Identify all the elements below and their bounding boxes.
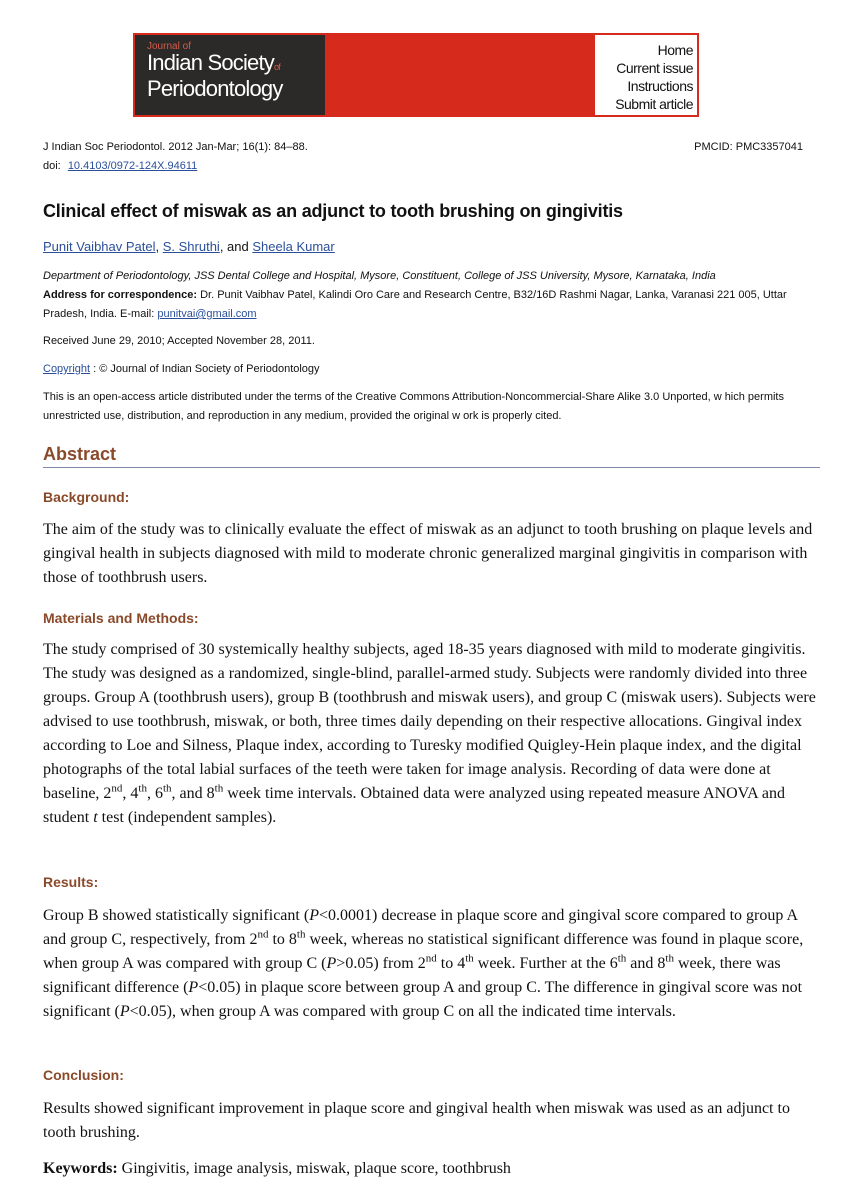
copyright-link[interactable]: Copyright (43, 363, 91, 375)
citation: J Indian Soc Periodontol. 2012 Jan-Mar; 16(1): 84–88. (43, 141, 308, 153)
author-separator: , and (219, 239, 253, 254)
logo-line2: Periodontology (147, 76, 283, 101)
methods-text: The study comprised of 30 systemically healthy subjects, aged 18-35 years diagnosed with mild to moderate gingivitis. The study was designed as a randomized, single-blind, parallel-armed study. Subjects were randomly divided into three groups. Group A (toothbrush users), group B (toothbrush and miswak users), and group C (miswak users). Subjects were advised to use toothbrush, miswak, or both, three times daily depending on their respective allocations. Gingival index according to Loe and Silness, Plaque index, according to Turesky modified Quigley-Hein plaque index, and the digital photographs of the total labial surfaces of the teeth were taken for image analysis. Recording of data were done at baseline, 2nd, 4th, 6th, and 8th week time intervals. Obtained data were analyzed using repeated measure ANOVA and student t test (independent samples). (43, 641, 816, 826)
banner-nav (615, 41, 693, 113)
author-link[interactable]: S. Shruthi (162, 239, 220, 254)
copyright-line (43, 360, 823, 379)
license-text: This is an open-access article distributed under the terms of the Creative Commons Attribution-Noncommercial-Share Alike 3.0 Unported, w hich permits unrestricted use, distribution, and reproduction in any medium, provided the original w ork is properly cited. (43, 391, 784, 422)
nav-submit-article-link[interactable]: Submit article (615, 96, 693, 112)
journal-banner (133, 33, 699, 117)
received-dates: Received June 29, 2010; Accepted November 28, 2011. (43, 335, 315, 347)
correspondence-text: Dr. Punit Vaibhav Patel, Kalindi Oro Care and Research Centre, B32/16D Rashmi Nagar, Lanka, Varanasi 221 005, Uttar Pradesh, India. E-mail: (43, 289, 787, 320)
nav-home-link[interactable]: Home (657, 42, 693, 58)
author-separator: , (155, 239, 163, 254)
correspondence (43, 286, 823, 324)
nav-current-issue-link[interactable]: Current issue (616, 60, 693, 76)
results-heading: Results: (43, 874, 99, 890)
methods-heading: Materials and Methods: (43, 610, 199, 626)
abstract-heading: Abstract (43, 444, 820, 468)
keywords-text: Gingivitis, image analysis, miswak, plaque score, toothbrush (117, 1160, 511, 1177)
pmcid: PMCID: PMC3357041 (694, 141, 803, 153)
doi-link[interactable]: 10.4103/0972-124X.94611 (67, 160, 198, 172)
logo-journal-of: Journal of (147, 41, 191, 52)
conclusion-heading: Conclusion: (43, 1067, 124, 1083)
affiliation: Department of Periodontology, JSS Dental College and Hospital, Mysore, Constituent, College of JSS University, Mysore, Karnataka, India (43, 270, 716, 282)
background-text: The aim of the study was to clinically evaluate the effect of miswak as an adjunct to tooth brushing on plaque levels and gingival health in subjects diagnosed with mild to moderate chronic generalized marginal gingivitis in comparison with those of toothbrush users. (43, 521, 813, 586)
author-link[interactable]: Punit Vaibhav Patel (43, 239, 156, 254)
correspondence-label: Address for correspondence: (43, 289, 198, 301)
background-heading: Background: (43, 489, 130, 505)
journal-logo[interactable] (135, 35, 325, 115)
nav-instructions-link[interactable]: Instructions (627, 78, 693, 94)
email-link[interactable]: punitvai@gmail.com (157, 308, 257, 320)
author-list (43, 239, 335, 254)
keywords-line (43, 1157, 823, 1181)
logo-of: of (274, 62, 280, 72)
logo-line1: Indian Societyof (147, 50, 280, 75)
results-text: Group B showed statistically significant (P<0.0001) decrease in plaque score and gingival score compared to group A and group C, respectively, from 2nd to 8th week, whereas no statistical significant difference was found in plaque score, when group A was compared with group C (P>0.05) from 2nd to 4th week. Further at the 6th and 8th week, there was significant difference (P<0.05) in plaque score between group A and group C. The difference in gingival score was not significant (P<0.05), when group A was compared with group C on all the indicated time intervals. (43, 907, 804, 1020)
keywords-label: Keywords: (43, 1160, 118, 1177)
doi-label: doi: (43, 160, 61, 172)
copyright-text: : © Journal of Indian Society of Periodontology (90, 363, 320, 375)
article-title: Clinical effect of miswak as an adjunct to tooth brushing on gingivitis (43, 201, 623, 221)
author-link[interactable]: Sheela Kumar (252, 239, 335, 254)
doi-line (43, 160, 197, 172)
banner-red-band (325, 35, 595, 115)
conclusion-text: Results showed significant improvement in plaque score and gingival health when miswak was used as an adjunct to tooth brushing. (43, 1100, 790, 1141)
